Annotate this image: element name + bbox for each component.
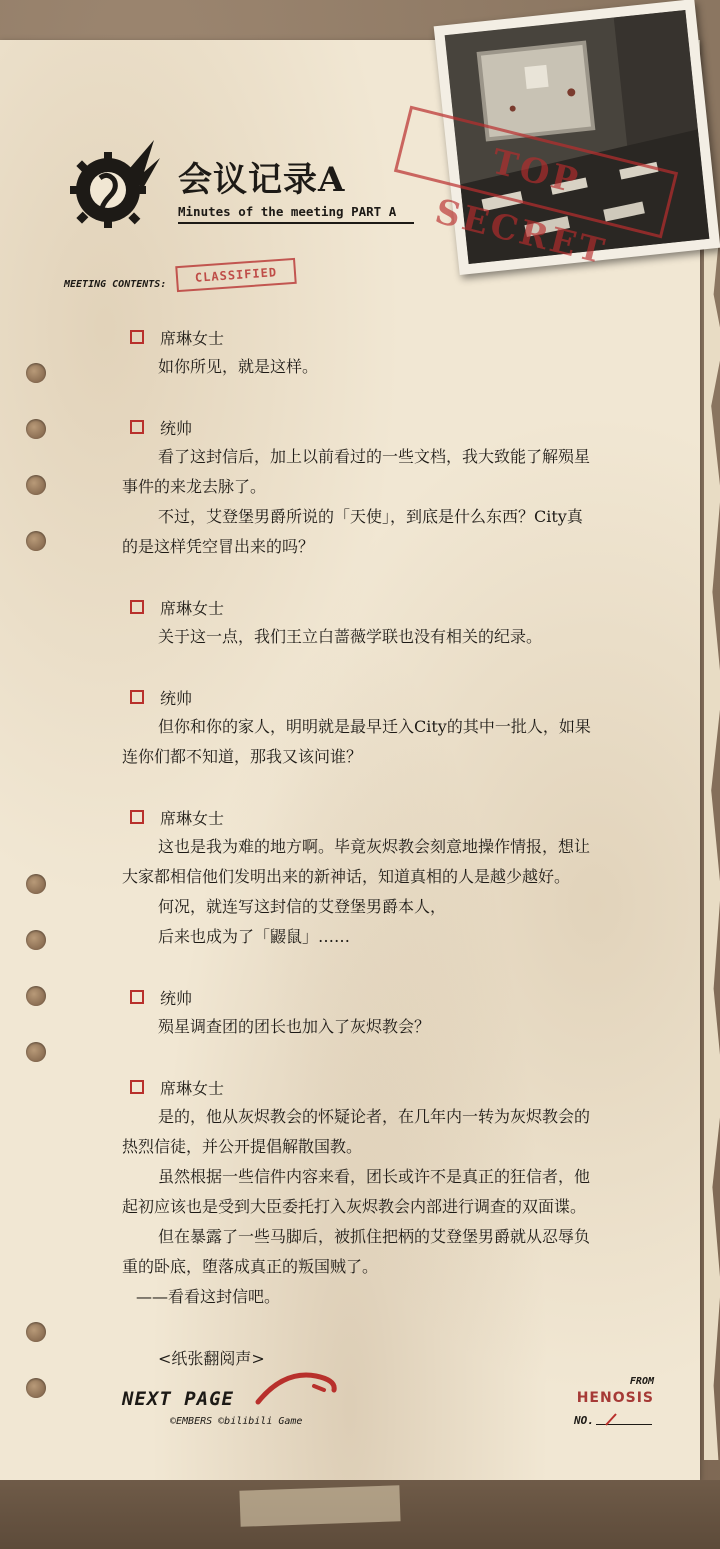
dialogue-entry xyxy=(122,412,652,562)
binder-hole xyxy=(26,930,46,950)
checkbox-icon xyxy=(130,600,144,614)
dialogue-line: 起初应该也是受到大臣委托打入灰烬教会内部进行调查的双面谍。 xyxy=(122,1197,587,1216)
dialogue-line: ——看看这封信吧。 xyxy=(136,1287,281,1306)
page-title: 会议记录A xyxy=(178,160,346,200)
speaker-row xyxy=(122,322,652,352)
checkbox-icon xyxy=(130,690,144,704)
dialogue-line: 但你和你的家人，明明就是最早迁入City的其中一批人，如果 xyxy=(158,717,591,736)
speaker-name: 统帅 xyxy=(160,688,193,708)
dialogue-line: 事件的来龙去脉了。 xyxy=(122,477,267,496)
speaker-row xyxy=(122,682,652,712)
speaker-name: 席琳女士 xyxy=(160,1078,225,1098)
binder-hole xyxy=(26,874,46,894)
dialogue-line: 重的卧底，堕落成真正的叛国贼了。 xyxy=(122,1257,379,1276)
dialogue-line: 如你所见，就是这样。 xyxy=(158,357,319,376)
red-swoosh-icon xyxy=(254,1364,344,1406)
speaker-name: 席琳女士 xyxy=(160,808,225,828)
number-label: NO. xyxy=(574,1414,594,1427)
binder-hole xyxy=(26,1042,46,1062)
dialogue-line: 连你们都不知道，那我又该问谁？ xyxy=(122,747,363,766)
checkbox-icon xyxy=(130,420,144,434)
binder-hole xyxy=(26,475,46,495)
speaker-name: 统帅 xyxy=(160,418,193,438)
classified-stamp: CLASSIFIED xyxy=(175,258,297,292)
binder-hole xyxy=(26,1378,46,1398)
speaker-row xyxy=(122,412,652,442)
top-secret-stamp: TOP SECRET xyxy=(394,106,678,239)
dialogue-line: 不过，艾登堡男爵所说的「天使」，到底是什么东西？City真 xyxy=(158,507,583,526)
dialogue-line: 后来也成为了「鼹鼠」…… xyxy=(158,927,351,946)
next-page-button[interactable]: NEXT PAGE xyxy=(122,1388,234,1410)
checkbox-icon xyxy=(130,1080,144,1094)
dialogue-line: 这也是我为难的地方啊。毕竟灰烬教会刻意地操作情报，想让 xyxy=(158,837,591,856)
dialogue-entry xyxy=(122,682,652,772)
binder-hole xyxy=(26,1322,46,1342)
title-block xyxy=(178,160,414,224)
dialogue-entry xyxy=(122,982,652,1042)
slash-mark-icon xyxy=(604,1412,618,1426)
gear-emblem-icon xyxy=(64,138,160,234)
binder-hole xyxy=(26,531,46,551)
speaker-name: 统帅 xyxy=(160,988,193,1008)
checkbox-icon xyxy=(130,330,144,344)
dialogue-line: 关于这一点，我们王立白蔷薇学联也没有相关的纪录。 xyxy=(158,627,543,646)
dialogue-line: 是的，他从灰烬教会的怀疑论者，在几年内一转为灰烬教会的 xyxy=(158,1107,591,1126)
page-subtitle: Minutes of the meeting PART A xyxy=(178,204,414,224)
dialogue-entry xyxy=(122,802,652,952)
speaker-row xyxy=(122,802,652,832)
binder-hole xyxy=(26,363,46,383)
from-label: FROM xyxy=(629,1376,654,1387)
dialogue-line: 虽然根据一些信件内容来看，团长或许不是真正的狂信者，他 xyxy=(158,1167,591,1186)
dialogue-line: 的是这样凭空冒出来的吗？ xyxy=(122,537,315,556)
brand-logo: HENOSIS xyxy=(576,1390,654,1406)
binder-hole xyxy=(26,419,46,439)
checkbox-icon xyxy=(130,810,144,824)
dialogue-line: 看了这封信后，加上以前看过的一些文档，我大致能了解殒星 xyxy=(158,447,591,466)
speaker-name: 席琳女士 xyxy=(160,598,225,618)
speaker-row xyxy=(122,1072,652,1102)
dialogue-entry xyxy=(122,592,652,652)
dialogue-line: 大家都相信他们发明出来的新神话，知道真相的人是越少越好。 xyxy=(122,867,571,886)
dialogue-entry xyxy=(122,1072,652,1312)
dialogue-entry xyxy=(122,322,652,382)
dialogue-line: 何况，就连写这封信的艾登堡男爵本人， xyxy=(158,897,447,916)
stage-direction-text: <纸张翻阅声> xyxy=(158,1349,265,1368)
speaker-row xyxy=(122,982,652,1012)
tape-strip xyxy=(239,1485,400,1527)
meeting-contents-label: MEETING CONTENTS: xyxy=(64,279,167,290)
dialogue-line: 殒星调查团的团长也加入了灰烬教会？ xyxy=(158,1017,431,1036)
checkbox-icon xyxy=(130,990,144,1004)
copyright-text: ©EMBERS ©bilibili Game xyxy=(170,1416,303,1427)
dialogue-line: 但在暴露了一些马脚后，被抓住把柄的艾登堡男爵就从忍辱负 xyxy=(158,1227,591,1246)
dialogue-line: 热烈信徒，并公开提倡解散国教。 xyxy=(122,1137,363,1156)
stage-direction xyxy=(122,1344,652,1374)
speaker-row xyxy=(122,592,652,622)
speaker-name: 席琳女士 xyxy=(160,328,225,348)
binder-hole xyxy=(26,986,46,1006)
